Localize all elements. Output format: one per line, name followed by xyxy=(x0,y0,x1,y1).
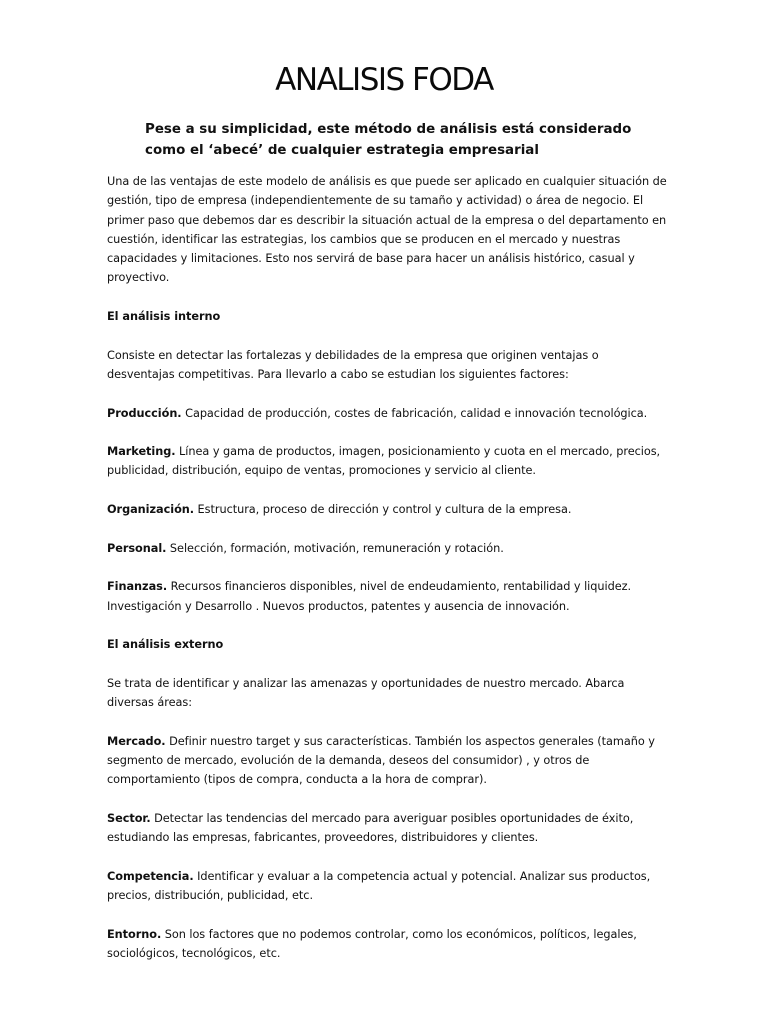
area-text: Detectar las tendencias del mercado para averiguar posibles oportunidades de éxito, estudiando las empresas, fabricantes, proveedores, distribuidores y clientes. xyxy=(107,811,634,845)
factor-text: Recursos financieros disponibles, nivel de endeudamiento, rentabilidad y liquidez. Investigación y Desarrollo . Nuevos productos, patentes y ausencia de innovación. xyxy=(107,580,632,613)
interno-intro-paragraph: Consiste en detectar las fortalezas y debilidades de la empresa que originen ventajas o desventajas competitivas. Para llevarlo a cabo se estudian los siguientes factores: xyxy=(107,348,599,381)
area-term: Sector. xyxy=(107,811,151,825)
factor-finanzas xyxy=(107,577,667,616)
externo-intro-paragraph: Se trata de identificar y analizar las amenazas y oportunidades de nuestro mercado. Abarca diversas áreas: xyxy=(107,676,625,710)
area-term: Competencia. xyxy=(107,869,194,883)
factor-term: Organización. xyxy=(107,503,195,517)
intro-paragraph: Una de las ventajas de este modelo de análisis es que puede ser aplicado en cualquier situación de gestión, tipo de empresa (independientemente de su tamaño y actividad) o área de negocio. El primer paso que debemos dar es describir la situación actual de la empresa o del departamento en cuestión, identificar las estrategias, los cambios que se producen en el mercado y nuestras capacidades y limitaciones. Esto nos servirá de base para hacer un análisis histórico, casual y proyectivo. xyxy=(107,175,667,285)
area-text: Son los factores que no podemos controlar, como los económicos, políticos, legales, sociológicos, tecnológicos, etc. xyxy=(107,927,637,960)
area-competencia xyxy=(107,867,667,906)
factor-marketing xyxy=(107,442,667,481)
factor-personal xyxy=(107,539,667,558)
factor-text: Línea y gama de productos, imagen, posicionamiento y cuota en el mercado, precios, publicidad, distribución, equipo de ventas, promociones y servicio al cliente. xyxy=(107,445,661,478)
section-heading-externo: El análisis externo xyxy=(107,638,224,652)
section-heading-interno: El análisis interno xyxy=(107,310,221,324)
factor-text: Selección, formación, motivación, remuneración y rotación. xyxy=(166,541,504,555)
factor-term: Producción. xyxy=(107,406,182,420)
document-body xyxy=(107,172,667,982)
area-term: Entorno. xyxy=(107,927,162,941)
factor-text: Capacidad de producción, costes de fabricación, calidad e innovación tecnológica. xyxy=(181,406,648,420)
area-sector xyxy=(107,809,667,848)
factor-organizacion xyxy=(107,500,667,519)
factor-text: Estructura, proceso de dirección y control y cultura de la empresa. xyxy=(194,503,572,517)
area-term: Mercado. xyxy=(107,734,166,748)
area-entorno xyxy=(107,925,667,964)
area-mercado xyxy=(107,732,667,790)
area-text: Definir nuestro target y sus características. También los aspectos generales (tamaño y segmento de mercado, evolución de la demanda, deseos del consumidor) , y otros de comportamiento (tipos de compra, conducta a la hora de comprar). xyxy=(107,734,655,787)
document-title: ANALISIS FODA xyxy=(275,62,493,98)
factor-term: Finanzas. xyxy=(107,580,168,594)
area-text: Identificar y evaluar a la competencia actual y potencial. Analizar sus productos, precios, distribución, publicidad, etc. xyxy=(107,869,651,902)
factor-produccion xyxy=(107,404,667,423)
document-subtitle: Pese a su simplicidad, este método de análisis está considerado como el ‘abecé’ de cualquier estrategia empresarial xyxy=(145,122,632,158)
factor-term: Marketing. xyxy=(107,445,176,459)
factor-term: Personal. xyxy=(107,541,167,555)
